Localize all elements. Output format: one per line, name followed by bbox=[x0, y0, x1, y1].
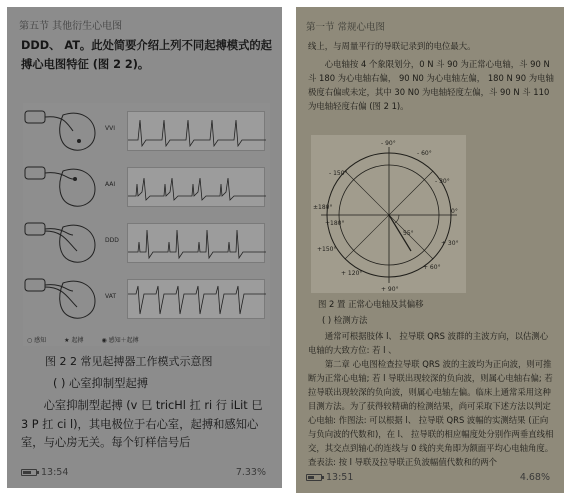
angle-label: +180° bbox=[325, 220, 345, 227]
body-paragraph: 通常可根据肢体 l、 拉导联 QRS 波群的主波方向，以估测心电轴的大致方位: 若 l 、 bbox=[308, 331, 549, 355]
angle-label: - 60° bbox=[417, 150, 432, 157]
angle-label: - 150° bbox=[329, 170, 348, 177]
figure-caption: 图 2 2 常见起搏器工作模式示意图 bbox=[45, 355, 213, 368]
angle-label: 0° bbox=[451, 208, 458, 215]
legend-sense: ○ 感知 bbox=[27, 337, 47, 344]
figure-legend bbox=[27, 335, 267, 344]
angle-label: - 90° bbox=[381, 140, 396, 147]
ecg-strip bbox=[127, 167, 265, 207]
angle-label: - 30° bbox=[435, 178, 450, 185]
mode-label: VVI bbox=[105, 125, 115, 132]
reader-page-right[interactable] bbox=[296, 7, 564, 493]
body-paragraph: 心室抑制型起搏 (v 巳 tricHl 扛 ri 行 iLit 巳 3 P 扛 ci l)，其电极位于右心室，起搏和感知心室，与心房无关。每个钉样信号后 bbox=[21, 399, 263, 449]
chapter-header: 第一节 常规心电图 bbox=[306, 22, 386, 33]
status-time: 13:54 bbox=[21, 467, 68, 478]
section-heading: ( ) 心室抑制型起搏 bbox=[53, 377, 149, 390]
legend-sense-pace: ◉ 感知＋起搏 bbox=[101, 337, 139, 344]
ecg-strip bbox=[127, 279, 265, 319]
battery-icon bbox=[306, 474, 322, 481]
chapter-header: 第五节 其他衍生心电图 bbox=[19, 21, 123, 32]
angle-label: +150° bbox=[317, 246, 337, 253]
reading-progress: 7.33% bbox=[235, 467, 266, 478]
body-paragraph: 第二章 心电图检查拉导联 QRS 波的主波均为正向波，则可推断为正常心电轴; 若 l 导联出现较深的负向波，则属心电轴右偏; 若拉导联出现较深的负向波，则属心电轴左偏。临床上通常采用这种目测方法。为了获得较精确的检测结果，尚可采取下述方法以判定心电轴: 作图法: 可以根据 l、 拉导联 QRS 波幅的实测结果 (正向与负向波的代数和)，在 l、 拉导联的相应幅度处分别作两垂直线相交，其交点到轴心的连线与 0 线的夹角即为额面平均心电轴角度。 查表法: 按 l 导联及拉导联正负波幅值代数和的两个 bbox=[308, 359, 554, 467]
body-paragraph: 线上，与周量平行的导联记录到的电位最大。 bbox=[308, 41, 476, 51]
ecg-strip bbox=[127, 111, 265, 151]
reader-page-left[interactable] bbox=[7, 7, 282, 488]
angle-label: + 120° bbox=[341, 270, 363, 277]
pacer-row-aai bbox=[23, 161, 270, 213]
mode-label: DDD bbox=[105, 237, 119, 244]
mode-label: VAT bbox=[105, 293, 117, 300]
ecg-strip bbox=[127, 223, 265, 263]
heart-diagram-icon bbox=[23, 273, 103, 325]
heart-diagram-icon bbox=[23, 217, 103, 269]
angle-label: 55° bbox=[403, 230, 414, 237]
battery-icon bbox=[21, 469, 37, 476]
reading-progress: 4.68% bbox=[519, 472, 550, 483]
legend-pace: ★ 起搏 bbox=[64, 337, 84, 344]
section-heading: ( ) 检测方法 bbox=[322, 315, 368, 325]
status-time: 13:51 bbox=[306, 472, 353, 483]
pacer-row-vvi bbox=[23, 105, 270, 157]
intro-paragraph: DDD、 AT。此处简要介绍上列不同起搏模式的起搏心电图特征 (图 2 2)。 bbox=[21, 39, 272, 71]
pacer-row-ddd bbox=[23, 217, 270, 269]
angle-label: + 30° bbox=[441, 240, 459, 247]
angle-label: + 90° bbox=[381, 286, 399, 293]
mode-label: AAI bbox=[105, 181, 116, 188]
pacing-modes-figure bbox=[23, 103, 270, 346]
angle-label: ±180° bbox=[313, 204, 333, 211]
heart-diagram-icon bbox=[23, 105, 103, 157]
pacer-row-vat bbox=[23, 273, 270, 325]
cardiac-axis-figure bbox=[311, 135, 466, 293]
figure-caption: 图 2 置 正常心电轴及其偏移 bbox=[318, 299, 424, 309]
heart-diagram-icon bbox=[23, 161, 103, 213]
axis-paragraph: 心电轴按 4 个象限划分，0 N 斗 90 为正常心电轴，斗 90 N 斗 180 为心电轴右偏， 90 N0 为心电轴左偏， 180 N 90 为电轴极度右偏或未定，其中 30 N0 为电轴轻度左偏，斗 90 N 斗 110 为电轴轻度右偏 (图 2 1)。 bbox=[308, 59, 554, 111]
angle-label: + 60° bbox=[423, 264, 441, 271]
